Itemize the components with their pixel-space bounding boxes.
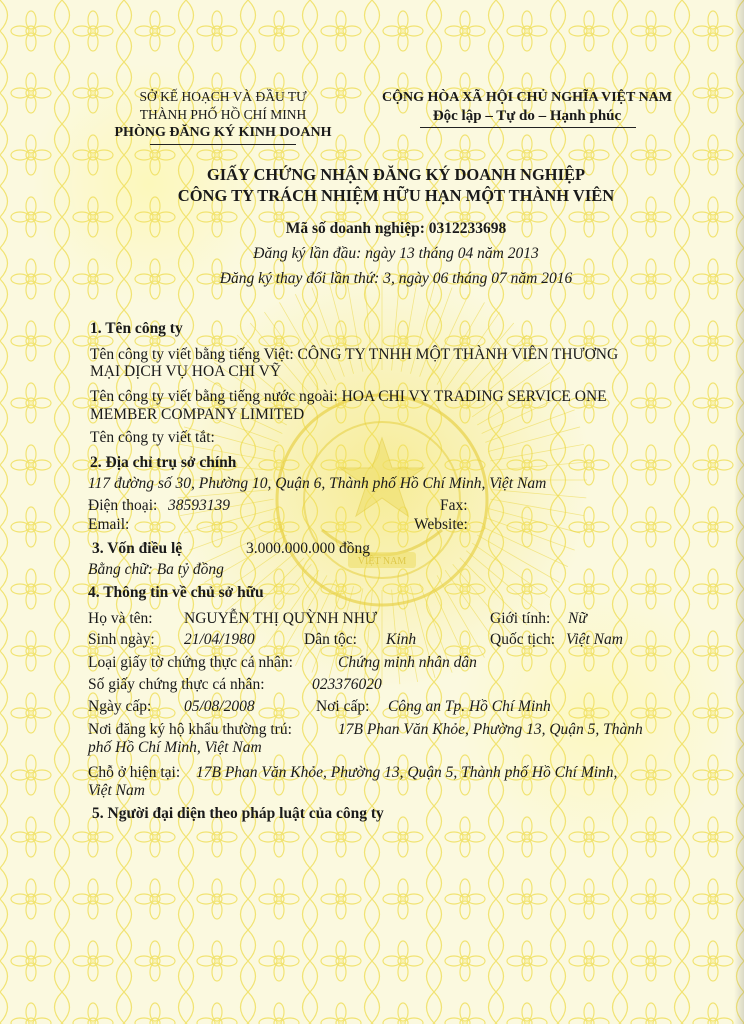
vn-company-name-line-2: MẠI DỊCH VỤ HOA CHI VỸ [90, 363, 282, 380]
issue-date-label: Ngày cấp: [88, 698, 152, 715]
gender-label: Giới tính: [490, 610, 551, 627]
id-number-value: 023376020 [312, 676, 382, 693]
current-residence-label: Chỗ ở hiện tại: [88, 764, 181, 781]
foreign-company-name-line-2: MEMBER COMPANY LIMITED [90, 406, 305, 423]
charter-capital: 3.000.000.000 đồng [246, 540, 370, 557]
issue-place-label: Nơi cấp: [316, 698, 370, 715]
national-motto-block [368, 88, 686, 126]
permanent-residence-line-2: phố Hồ Chí Minh, Việt Nam [88, 739, 262, 756]
short-company-name: Tên công ty viết tắt: [90, 429, 215, 446]
phone-value: 38593139 [168, 497, 230, 514]
issue-place-value: Công an Tp. Hồ Chí Minh [388, 698, 551, 715]
issue-date-value: 05/08/2008 [184, 698, 255, 715]
section-2-heading: 2. Địa chỉ trụ sở chính [90, 454, 237, 471]
dob-value: 21/04/1980 [184, 631, 255, 648]
ethnicity-label: Dân tộc: [304, 631, 357, 648]
current-residence-line-1: 17B Phan Văn Khỏe, Phường 13, Quận 5, Thành phố Hồ Chí Minh, [196, 764, 618, 781]
phone-label: Điện thoại: [88, 497, 158, 514]
certificate-title-line-2: CÔNG TY TRÁCH NHIỆM HỮU HẠN MỘT THÀNH VIÊN [177, 186, 615, 205]
vn-company-name-line-1: Tên công ty viết bằng tiếng Việt: CÔNG TY TNHH MỘT THÀNH VIÊN THƯƠNG [90, 346, 619, 363]
owner-name-value: NGUYỄN THỊ QUỲNH NHƯ [184, 610, 377, 627]
section-5-heading: 5. Người đại diện theo pháp luật của công ty [92, 805, 384, 822]
motto: Độc lập – Tự do – Hạnh phúc [432, 108, 622, 124]
authority-line-3: PHÒNG ĐĂNG KÝ KINH DOANH [114, 125, 332, 140]
id-type-label: Loại giấy tờ chứng thực cá nhân: [88, 654, 293, 671]
authority-line-1: SỞ KẾ HOẠCH VÀ ĐẦU TƯ [139, 89, 307, 104]
nationality-value: Việt Nam [566, 631, 623, 648]
issuing-authority-block [88, 88, 358, 142]
head-office-address: 117 đường số 30, Phường 10, Quận 6, Thành phố Hồ Chí Minh, Việt Nam [88, 475, 547, 492]
section-3-heading: 3. Vốn điều lệ [92, 540, 183, 557]
section-4-heading: 4. Thông tin về chủ sở hữu [88, 584, 264, 601]
motto-underline [420, 127, 636, 128]
section-1-heading: 1. Tên công ty [90, 320, 183, 337]
website-label: Website: [414, 516, 468, 533]
republic-name: CỘNG HÒA XÃ HỘI CHỦ NGHĨA VIỆT NAM [381, 90, 672, 105]
dob-label: Sinh ngày: [88, 631, 155, 648]
change-registration-date: Đăng ký thay đổi lần thứ: 3, ngày 06 tháng 07 năm 2016 [219, 270, 573, 287]
certificate-title-line-1: GIẤY CHỨNG NHẬN ĐĂNG KÝ DOANH NGHIỆP [206, 165, 586, 184]
id-type-value: Chứng minh nhân dân [338, 654, 477, 671]
permanent-residence-label: Nơi đăng ký hộ khẩu thường trú: [88, 721, 292, 738]
certificate-title [96, 164, 696, 206]
nationality-label: Quốc tịch: [490, 631, 555, 648]
authority-line-2: THÀNH PHỐ HỒ CHÍ MINH [139, 107, 307, 122]
fax-label: Fax: [440, 497, 468, 514]
first-registration-date: Đăng ký lần đầu: ngày 13 tháng 04 năm 2013 [253, 245, 539, 262]
authority-underline [150, 144, 296, 145]
permanent-residence-line-1: 17B Phan Văn Khỏe, Phường 13, Quận 5, Thành [338, 721, 643, 738]
capital-in-words: Bằng chữ: Ba tỷ đồng [88, 561, 224, 578]
business-code: Mã số doanh nghiệp: 0312233698 [285, 220, 507, 237]
ethnicity-value: Kinh [386, 631, 417, 648]
id-number-label: Số giấy chứng thực cá nhân: [88, 676, 265, 693]
emblem-text: VIỆT NAM [357, 556, 407, 567]
foreign-company-name-line-1: Tên công ty viết bằng tiếng nước ngoài: HOA CHI VY TRADING SERVICE ONE [90, 388, 607, 405]
scan-edge-shadow [734, 0, 744, 1024]
current-residence-line-2: Việt Nam [88, 782, 145, 799]
email-label: Email: [88, 516, 130, 533]
owner-name-label: Họ và tên: [88, 610, 153, 627]
gender-value: Nữ [568, 610, 587, 627]
